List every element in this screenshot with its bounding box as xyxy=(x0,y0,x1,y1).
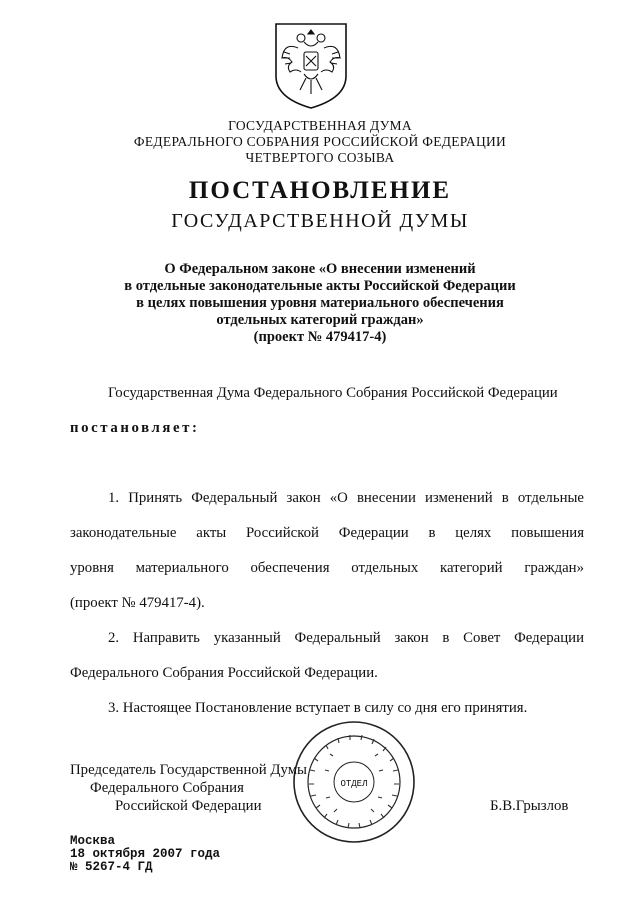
subject-line-5: (проект № 479417-4) xyxy=(253,329,387,345)
seal-center-text: ОТДЕЛ xyxy=(340,779,368,789)
item-1-line-4: (проект № 479417-4). xyxy=(70,595,205,611)
subject-line-2: в отдельные законодательные акты Российской Федерации xyxy=(124,278,516,294)
signature-position-line-2: Федерального Собрания xyxy=(90,780,244,796)
resolves-word: постановляет: xyxy=(70,420,200,436)
subject-line-3: в целях повышения уровня материального обеспечения xyxy=(136,295,504,311)
item-3-line-1: 3. Настоящее Постановление вступает в силу со дня его принятия. xyxy=(108,700,528,716)
subject-line-1: О Федеральном законе «О внесении изменений xyxy=(164,261,476,277)
item-1-line-3: уровня материального обеспечения отдельных категорий граждан» xyxy=(70,560,584,576)
footer-date: 18 октября 2007 года xyxy=(70,847,221,861)
signatory-name: Б.В.Грызлов xyxy=(490,798,569,814)
header-line-federal-assembly: ФЕДЕРАЛЬНОГО СОБРАНИЯ РОССИЙСКОЙ ФЕДЕРАЦИИ xyxy=(133,134,507,149)
footer-number: № 5267-4 ГД xyxy=(70,860,153,874)
signature-position-line-3: Российской Федерации xyxy=(115,798,262,814)
official-seal-stamp xyxy=(290,718,418,846)
item-2-line-2: Федерального Собрания Российской Федерации. xyxy=(70,665,378,681)
footer-city: Москва xyxy=(70,834,116,848)
header-line-convocation: ЧЕТВЕРТОГО СОЗЫВА xyxy=(245,150,395,165)
signature-position-line-1: Председатель Государственной Думы xyxy=(70,762,307,778)
item-2-line-1: 2. Направить указанный Федеральный закон в Совет Федерации xyxy=(108,630,584,646)
header-line-duma: ГОСУДАРСТВЕННАЯ ДУМА xyxy=(228,118,412,133)
coat-of-arms-emblem xyxy=(268,18,354,112)
item-1-line-2: законодательные акты Российской Федерации в целях повышения xyxy=(70,525,584,541)
item-1-line-1: 1. Принять Федеральный закон «О внесении изменений в отдельные xyxy=(108,490,584,506)
subject-line-4: отдельных категорий граждан» xyxy=(216,312,424,328)
preamble: Государственная Дума Федерального Собрания Российской Федерации xyxy=(108,385,558,401)
document-subtitle: ГОСУДАРСТВЕННОЙ ДУМЫ xyxy=(171,210,469,232)
document-title: ПОСТАНОВЛЕНИЕ xyxy=(188,177,452,204)
